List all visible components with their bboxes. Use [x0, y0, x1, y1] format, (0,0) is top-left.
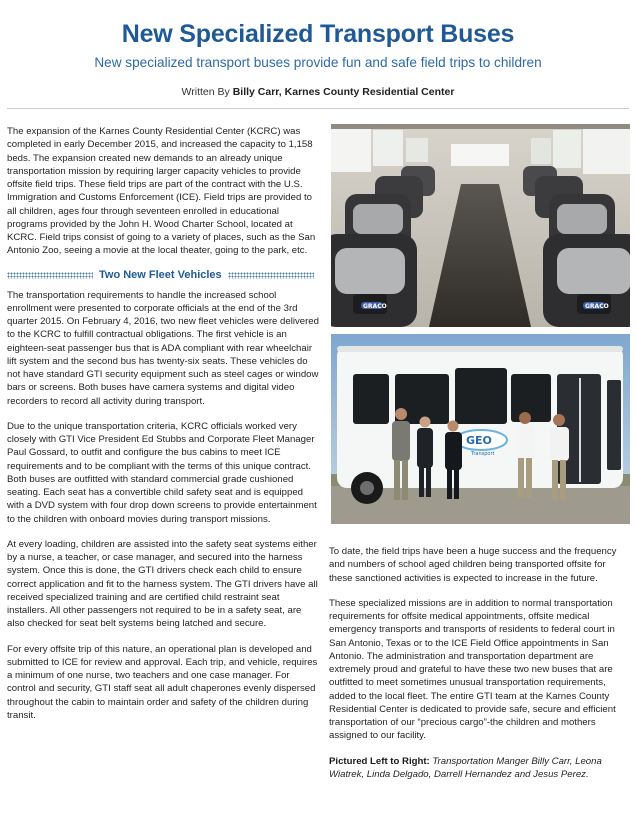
bus-logo-text: GEO [466, 434, 492, 447]
section-title: Two New Fleet Vehicles [99, 268, 222, 281]
bus-interior-photo [331, 124, 630, 327]
offsite-plan-paragraph: For every offsite trip of this nature, an operational plan is developed and submitted to ICE for review and approval. Each trip, and vehicle, requires a minimum of one nurse, two teachers and one case manager. For control and security, GTI staff seat all adult chaperones evenly dispersed throughout the cabin to maintain order and safety of the children during transit. [7, 643, 318, 721]
fleet-paragraph: The transportation requirements to handle the increased school enrollment were presented to corporate officials at the end of the 3rd quarter 2015. On February 4, 2016, two new fleet vehicles were delivered to the KCRC to fulfill contractual obligations. The first vehicle is an eighteen-seat passenger bus that is ADA compliant with rear wheelchair lift system and the second bus has twenty-six seats. These vehicles do not have standard GTI security equipment such as steel cages or window bars or screens. Both buses have camera systems and digital video recorders to record all activity during transport. [7, 289, 319, 407]
seat-brand-left: GRACO [363, 303, 387, 310]
right-column [329, 545, 629, 793]
success-paragraph: To date, the field trips have been a huge success and the frequency and numbers of school aged children being transported offsite for these sanctioned activities is expected to increase in the future. [329, 546, 617, 584]
bus-logo-subtext: Transport [471, 451, 495, 457]
byline [0, 86, 636, 98]
criteria-paragraph: Due to the unique transportation criteria, KCRC officials worked very closely with GTI Vice President Ed Stubbs and Corporate Fleet Manager Paul Gossard, to outfit and configure the bus cabins to meet ICE requirements and to be compliant with the terms of this unique contract. Both buses are outfitted with standard commercial grade cushioned seating. Each seat has a convertible child safety seat and is equipped with a DVD system with four drop down screens to provide entertainment to the children with onboard movies during transport missions. [7, 420, 317, 525]
caption-names: Transportation Manger Billy Carr, Leona Wiatrek, Linda Delgado, Darrell Hernandez and Jesus Perez. [329, 755, 602, 780]
dotted-rule-left [7, 272, 93, 279]
left-column [7, 125, 319, 734]
byline-prefix: Written By [181, 86, 233, 98]
seat-brand-right: GRACO [585, 303, 609, 310]
article-title: New Specialized Transport Buses [121, 20, 515, 48]
dotted-rule-right [228, 272, 314, 279]
intro-paragraph: The expansion of the Karnes County Residential Center (KCRC) was completed in early December 2015, and increased the capacity to 1,158 beds. The expansion created new demands to an already unique transportation mission by requiring larger capacity vehicles to provide offsite field trips. These field trips are part of the contract with the U.S. Immigration and Customs Enforcement (ICE). Field trips are provided to all children, ages four through seventeen enrolled in educational programs provided by the John H. Wood Charter School, located at KCRC. Field trips consist of going to a variety of places, such as the San Antonio Zoo, seeing a movie at the local theater, going to the park, etc. [7, 126, 316, 257]
bus-staff-photo [331, 334, 630, 524]
article-subtitle: New specialized transport buses provide fun and safe field trips to children [94, 55, 542, 70]
missions-paragraph: These specialized missions are in addition to normal transportation requirements for offsite medical appointments, offsite medical emergency transports and transports of residents to federal court in San Antonio, Texas or to the ICE Field Office appointments in San Antonio. The administration and transportation department are extremely proud and grateful to have these two new buses that are outfitted to meet sometimes unusual transportation requirements, added to the local fleet. The entire GTI team at the Karnes County Residential Center is dedicated to provide safe, secure and efficient transportation of our “precious cargo”-the children and mothers assigned to our facility. [329, 597, 616, 742]
section-heading [7, 269, 319, 283]
header-divider [7, 108, 629, 109]
loading-paragraph: At every loading, children are assisted into the safety seat systems either by a nurse, a teacher, or case manager, and secured into the harness system. Once this is done, the GTI drivers check each child to ensure correct application and fit to the harness system. The GTI drivers have all received specialized training and are certified child restraint seat installers. All other passengers not required to be in a safety seat, are also checked for seat belt systems being latched and secure. [7, 538, 318, 630]
caption-label: Pictured Left to Right: [329, 755, 430, 767]
byline-author: Billy Carr, Karnes County Residential Center [232, 86, 455, 98]
photo-caption [329, 755, 629, 782]
